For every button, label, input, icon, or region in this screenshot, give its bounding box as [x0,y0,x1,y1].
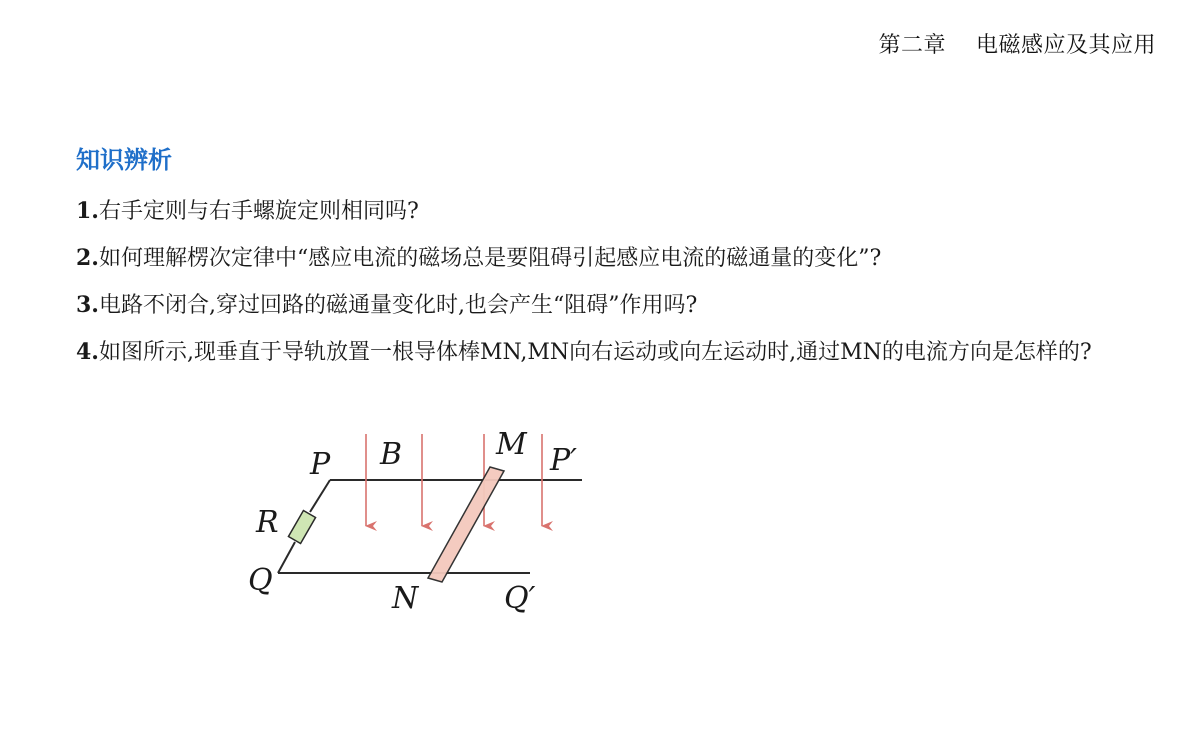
chapter-header [878,28,1156,59]
question-item [76,282,1136,329]
label-q-prime: Q′ [504,581,536,616]
question-item [76,188,1136,235]
circuit-diagram [240,424,600,624]
label-q: Q [248,563,273,598]
left-connector-lower [278,542,295,573]
label-m: M [496,427,527,462]
label-b: B [380,437,403,472]
question-text: 如图所示,现垂直于导轨放置一根导体棒MN,MN向右运动或向左运动时,通过MN的电流方向是怎样的? [98,340,1092,365]
question-list [76,188,1136,376]
question-item [76,329,1136,376]
question-number: 2. [76,245,99,271]
label-n: N [392,581,419,616]
label-r: R [256,505,279,540]
chapter-number: 第二章 [878,33,946,58]
question-item [76,235,1136,282]
question-number: 3. [76,292,99,318]
left-connector-upper [310,480,330,512]
resistor [288,511,315,544]
question-number: 4. [76,339,99,365]
conductor-rod [428,467,504,582]
chapter-title: 电磁感应及其应用 [975,33,1156,58]
question-text: 如何理解楞次定律中“感应电流的磁场总是要阻碍引起感应电流的磁通量的变化”? [98,246,882,271]
label-p-prime: P′ [550,443,577,478]
label-p: P [310,447,331,482]
section-title: 知识辨析 [76,146,172,174]
question-text: 右手定则与右手螺旋定则相同吗? [98,199,419,224]
question-number: 1. [76,198,99,224]
question-text: 电路不闭合,穿过回路的磁通量变化时,也会产生“阻碍”作用吗? [98,293,698,318]
